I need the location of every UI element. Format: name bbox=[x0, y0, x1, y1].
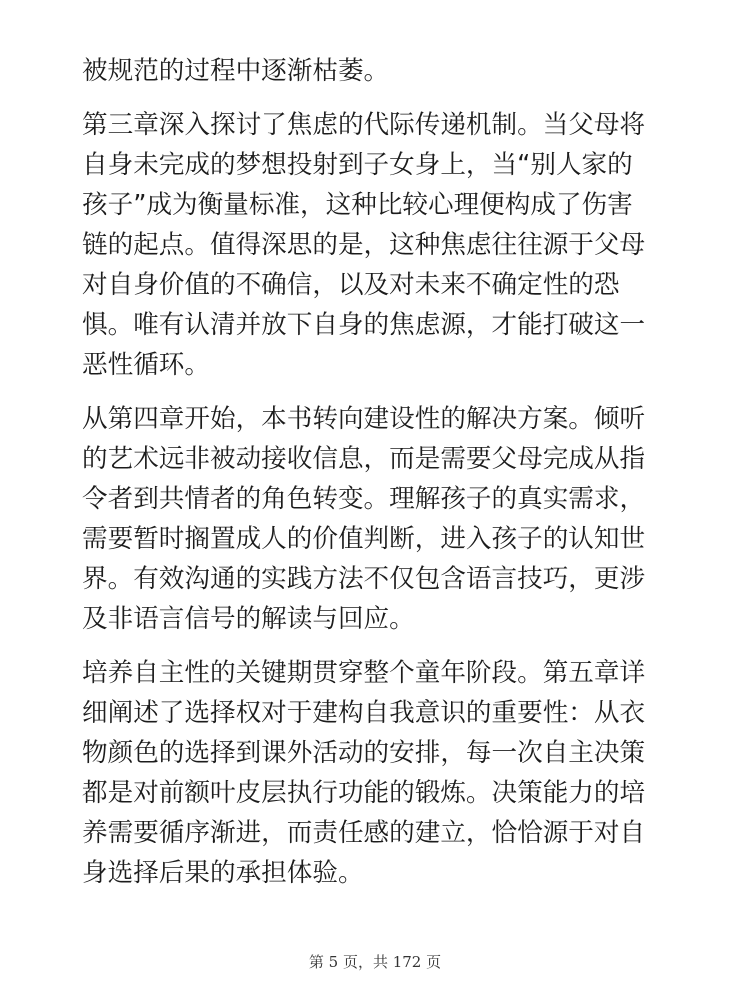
paragraph-4: 培养自主性的关键期贯穿整个童年阶段。第五章详 细阐述了选择权对于建构自我意识的重要性：从衣 物颜色的选择到课外活动的安排，每一次自主决策 都是对前额叶皮层执行功能的锻炼。决策能力的培 养需要循序渐进，而责任感的建立，恰恰源于对自 身选择后果的承担体验。 bbox=[82, 658, 646, 888]
paragraph-3: 从第四章开始，本书转向建设性的解决方案。倾听 的艺术远非被动接收信息，而是需要父母完成从指 令者到共情者的角色转变。理解孩子的真实需求， 需要暂时搁置成人的价值判断，进入孩子的认知世 界。有效沟通的实践方法不仅包含语言技巧，更涉 及非语言信号的解读与回应。 bbox=[82, 404, 646, 634]
body-text bbox=[82, 51, 674, 893]
paragraph-2: 第三章深入探讨了焦虑的代际传递机制。当父母将 自身未完成的梦想投射到子女身上，当“别人家的 孩子”成为衡量标准，这种比较心理便构成了伤害 链的起点。值得深思的是，这种焦虑往往源于父母 对自身价值的不确信，以及对未来不确定性的恐 惧。唯有认清并放下自身的焦虑源，才能打破这一 恶性循环。 bbox=[82, 110, 646, 380]
paragraph-1: 被规范的过程中逐渐枯萎。 bbox=[82, 56, 390, 86]
page-number-footer: 第 5 页，共 172 页 bbox=[308, 953, 442, 971]
